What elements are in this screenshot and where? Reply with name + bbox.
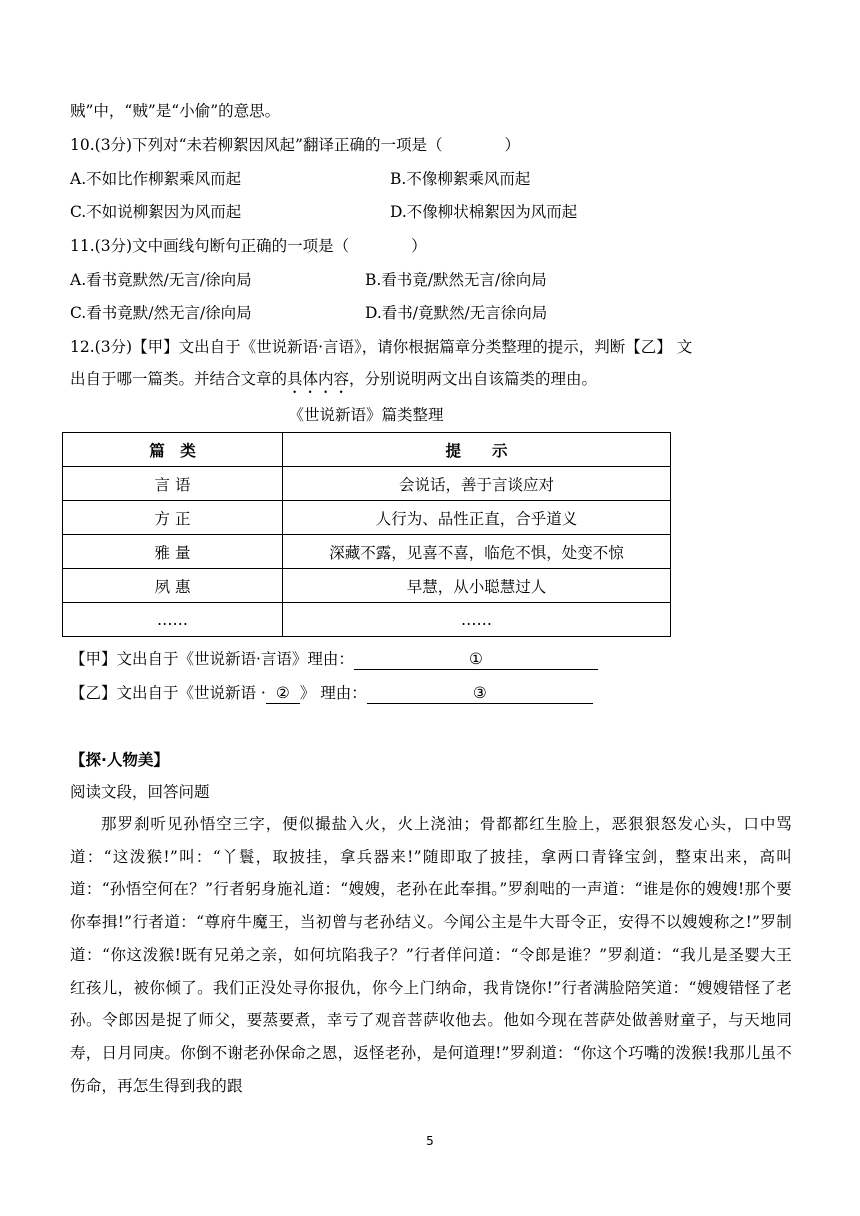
q12-text-a: 出自于哪一篇类。并结合文章的 bbox=[70, 370, 288, 388]
cell-category: 夙 惠 bbox=[63, 569, 283, 603]
page-number: 5 bbox=[426, 1134, 434, 1148]
table-header-row bbox=[63, 433, 671, 467]
instruction-text: 阅读文段，回答问题 bbox=[70, 783, 210, 801]
question-11-stem: 11.(3分)文中画线句断句正确的一项是（ ） bbox=[70, 237, 427, 255]
cell-hint: 会说话，善于言谈应对 bbox=[283, 467, 671, 501]
cell-category: …… bbox=[63, 603, 283, 637]
cell-hint: 早慧，从小聪慧过人 bbox=[283, 569, 671, 603]
answer-blank-1[interactable]: ① bbox=[354, 649, 598, 670]
reason-yi-label-b: 》 理由： bbox=[299, 684, 367, 702]
q10-option-c[interactable]: C.不如说柳絮因为风而起 bbox=[70, 203, 242, 221]
q11-option-c[interactable]: C.看书竟默/然无言/徐向局 bbox=[70, 304, 252, 322]
cell-hint: 人行为、品性正直，合乎道义 bbox=[283, 501, 671, 535]
q10-option-d[interactable]: D.不像柳状棉絮因为风而起 bbox=[390, 203, 578, 221]
reason-jia-line bbox=[70, 649, 598, 670]
q11-option-d[interactable]: D.看书/竟默然/无言徐向局 bbox=[365, 304, 548, 322]
header-category: 篇 类 bbox=[63, 433, 283, 467]
answer-blank-3[interactable]: ③ bbox=[367, 683, 593, 704]
reason-yi-label-a: 【乙】文出自于《世说新语 · bbox=[70, 684, 266, 702]
table-row bbox=[63, 569, 671, 603]
header-hint: 提 示 bbox=[283, 433, 671, 467]
q12-emphasis-text: 具体内容 bbox=[287, 370, 350, 388]
table-caption: 《世说新语》篇类整理 bbox=[288, 406, 444, 424]
cell-category: 方 正 bbox=[63, 501, 283, 535]
answer-blank-2[interactable]: ② bbox=[266, 683, 300, 704]
table-row bbox=[63, 501, 671, 535]
cell-category: 言 语 bbox=[63, 467, 283, 501]
table-row bbox=[63, 535, 671, 569]
reading-passage: 那罗刹听见孙悟空三字，便似撮盐入火，火上浇油；骨都都红生脸上，恶狠狠怒发心头，口中骂道：“这泼猴!”叫：“丫鬟，取披挂，拿兵器来!”随即取了披挂，拿两口青锋宝剑，整束出来，高叫道：“孙悟空何在？”行者躬身施礼道：“嫂嫂，老孙在此奉揖。”罗刹咄的一声道：“谁是你的嫂嫂!那个要你奉揖!”行者道：“尊府牛魔王，当初曾与老孙结义。今闻公主是牛大哥令正，安得不以嫂嫂称之!”罗制道：“你这泼猴!既有兄弟之亲，如何坑陷我子？”行者佯问道：“令郎是谁？”罗刹道：“我儿是圣婴大王红孩儿，被你倾了。我们正没处寻你报仇，你今上门纳命，我肯饶你!”行者满脸陪笑道：“嫂嫂错怪了老孙。令郎因是捉了师父，要蒸要煮，幸亏了观音菩萨收他去。他如今现在菩萨处做善财童子，与天地同寿，日月同庚。你倒不谢老孙保命之恩，返怪老孙，是何道理!”罗刹道：“你这个巧嘴的泼猴!我那儿虽不伤命，再怎生得到我的跟 bbox=[70, 815, 792, 1095]
section-title: 【探·人物美】 bbox=[70, 751, 169, 769]
reason-jia-label: 【甲】文出自于《世说新语·言语》理由： bbox=[70, 650, 354, 668]
q10-option-a[interactable]: A.不如比作柳絮乘风而起 bbox=[70, 170, 242, 188]
q10-option-b[interactable]: B.不像柳絮乘风而起 bbox=[390, 170, 531, 188]
continued-line: 贼”中，“贼”是“小偷”的意思。 bbox=[70, 102, 281, 120]
reason-yi-line bbox=[70, 683, 593, 704]
question-12-line-1: 12.(3分)【甲】文出自于《世说新语·言语》，请你根据篇章分类整理的提示，判断【乙】 文 bbox=[70, 338, 693, 356]
question-12-line-2 bbox=[70, 369, 597, 397]
q11-option-b[interactable]: B.看书竟/默然无言/徐向局 bbox=[365, 271, 547, 289]
question-10-stem: 10.(3分)下列对“未若柳絮因风起”翻译正确的一项是（ ） bbox=[70, 136, 520, 154]
cell-hint: …… bbox=[283, 603, 671, 637]
category-table bbox=[62, 432, 671, 637]
cell-hint: 深藏不露，见喜不喜，临危不惧，处变不惊 bbox=[283, 535, 671, 569]
table-row bbox=[63, 467, 671, 501]
table-row bbox=[63, 603, 671, 637]
q12-text-b: ，分别说明两文出自该篇类的理由。 bbox=[349, 370, 598, 388]
q11-option-a[interactable]: A.看书竟默然/无言/徐向局 bbox=[70, 271, 252, 289]
cell-category: 雅 量 bbox=[63, 535, 283, 569]
